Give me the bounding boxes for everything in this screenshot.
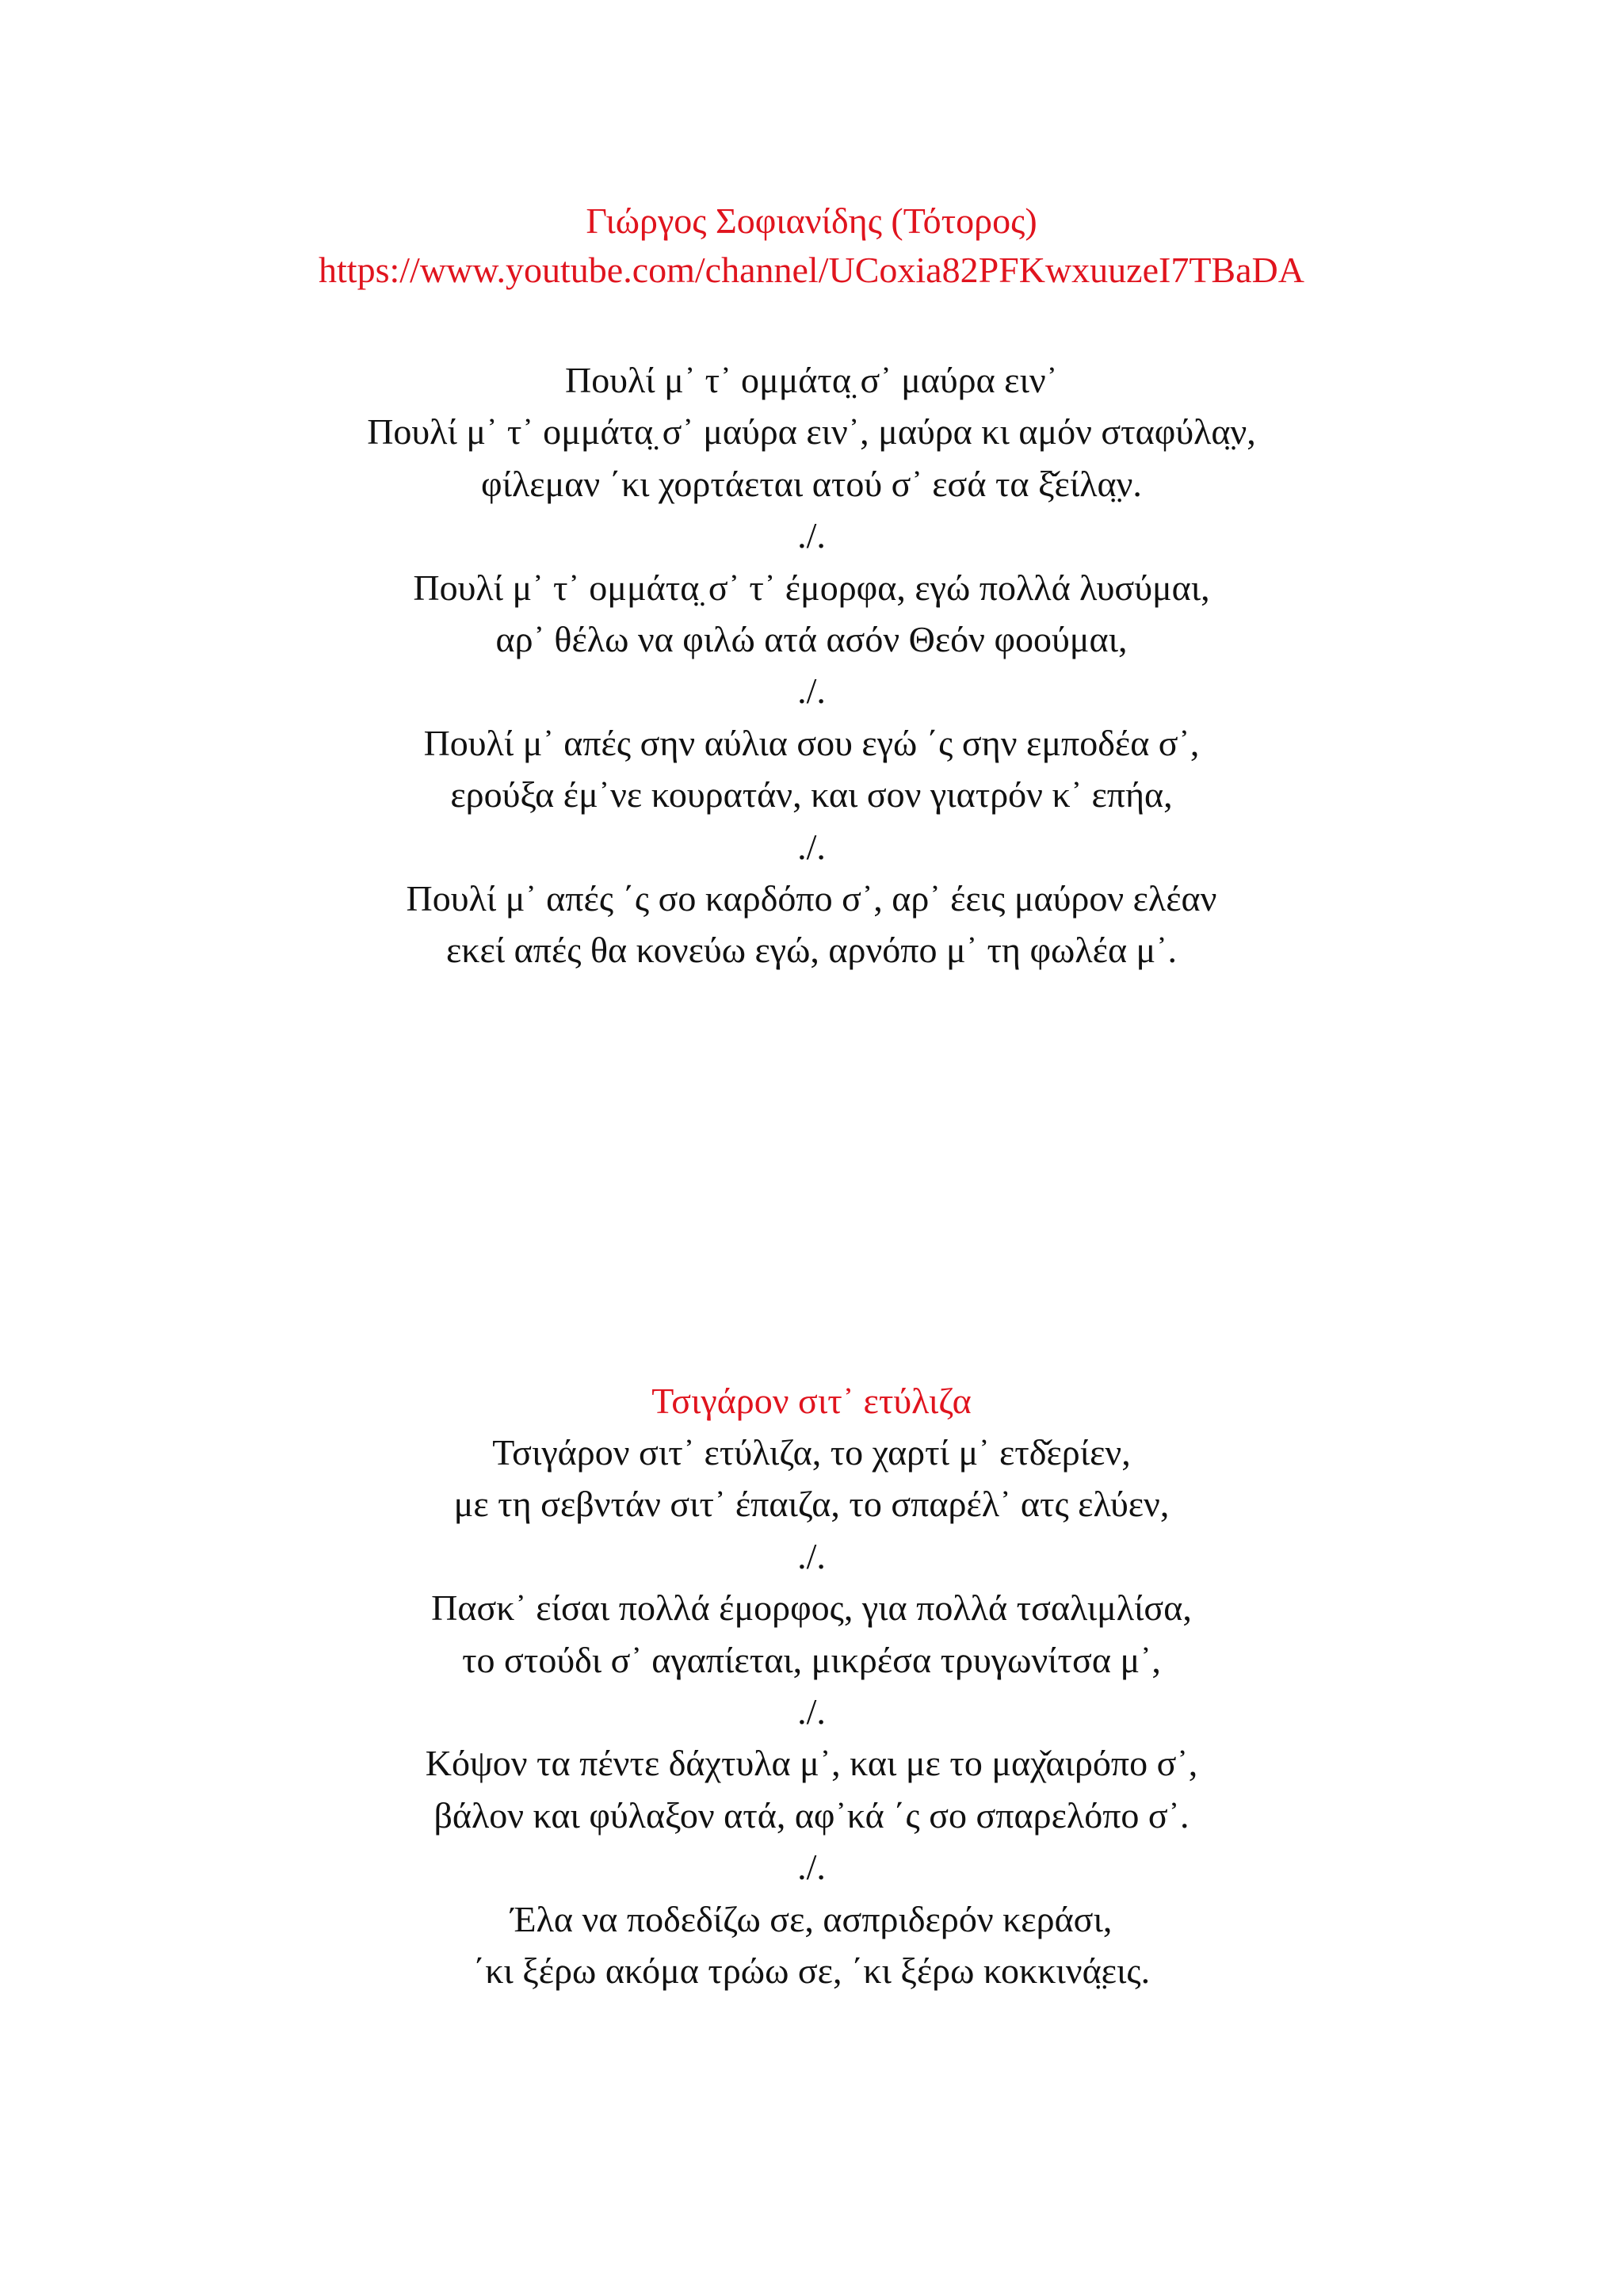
lyric-line: Πουλί μ᾽ τ᾽ ομμάτα̤ σ᾽ τ᾽ έμορφα, εγώ πολλά λυσύμαι, <box>413 567 1210 608</box>
lyric-line: το στούδι σ᾽ αγαπίεται, μικρέσα τρυγωνίτσα μ᾽, <box>462 1639 1161 1680</box>
lyric-line: φίλεμαν ΄κι χορτάεται ατού σ᾽ εσά τα ξ̌είλα̤ν. <box>481 463 1142 504</box>
lyric-line: Πασκ᾽ είσαι πολλά έμορφος, για πολλά τσαλιμλίσα, <box>431 1587 1192 1629</box>
lyric-line: αρ᾽ θέλω να φιλώ ατά ασόν Θεόν φοούμαι, <box>495 619 1128 660</box>
song-title: Τσιγάρον σιτ᾽ ετύλιζα <box>651 1381 972 1421</box>
verse-separator: ./. <box>797 1691 826 1733</box>
song-two <box>0 1376 1623 1996</box>
lyric-line: με τη σεβντάν σιτ᾽ έπαιζα, το σπαρέλ᾽ ατς ελύεν, <box>453 1484 1170 1525</box>
document-header <box>0 197 1623 295</box>
lyric-line: Έλα να ποδεδίζω σε, ασπριδερόν κεράσι, <box>510 1898 1113 1939</box>
verse-separator: ./. <box>797 670 826 712</box>
lyric-line: Πουλί μ᾽ τ᾽ ομμάτα̤ σ᾽ μαύρα ειν᾽, μαύρα κι αμόν σταφύλα̤ν, <box>367 411 1256 453</box>
channel-url: https://www.youtube.com/channel/UCoxia82PFKwxuuzeI7TBaDA <box>319 250 1304 290</box>
verse-separator: ./. <box>797 1847 826 1888</box>
verse-separator: ./. <box>797 515 826 556</box>
verse-separator: ./. <box>797 826 826 867</box>
verse-separator: ./. <box>797 1535 826 1576</box>
lyric-line: βάλον και φύλαξον ατά, αφ᾽κά ΄ς σο σπαρελόπο σ᾽. <box>433 1794 1190 1836</box>
lyric-line: Πουλί μ᾽ απές ΄ς σο καρδόπο σ᾽, αρ᾽ έεις μαύρον ελέαν <box>406 878 1217 919</box>
song-title: Πουλί μ᾽ τ᾽ ομμάτα̤ σ᾽ μαύρα ειν᾽ <box>565 360 1058 400</box>
lyric-line: Κόψον τα πέντε δάχτυλα μ᾽, και με το μαχ̌αιρόπο σ᾽, <box>425 1743 1198 1784</box>
song-one <box>0 354 1623 976</box>
lyric-line: ΄κι ξέρω ακόμα τρώω σε, ΄κι ξέρω κοκκινά̤εις. <box>472 1950 1151 1992</box>
lyric-line: Πουλί μ᾽ απές σην αύλια σου εγώ ΄ς σην εμποδέα σ᾽, <box>423 722 1200 763</box>
lyric-line: ερούξα έμ᾽νε κουρατάν, και σον γιατρόν κ᾽ επήα, <box>450 774 1173 816</box>
author-name: Γιώργος Σοφιανίδης (Τότορος) <box>586 201 1037 241</box>
lyric-line: Τσιγάρον σιτ᾽ ετύλιζα, το χαρτί μ᾽ ετδ̌ερίεν, <box>492 1432 1131 1473</box>
lyric-line: εκεί απές θα κονεύω εγώ, αρνόπο μ᾽ τη φωλέα μ᾽. <box>445 930 1178 971</box>
